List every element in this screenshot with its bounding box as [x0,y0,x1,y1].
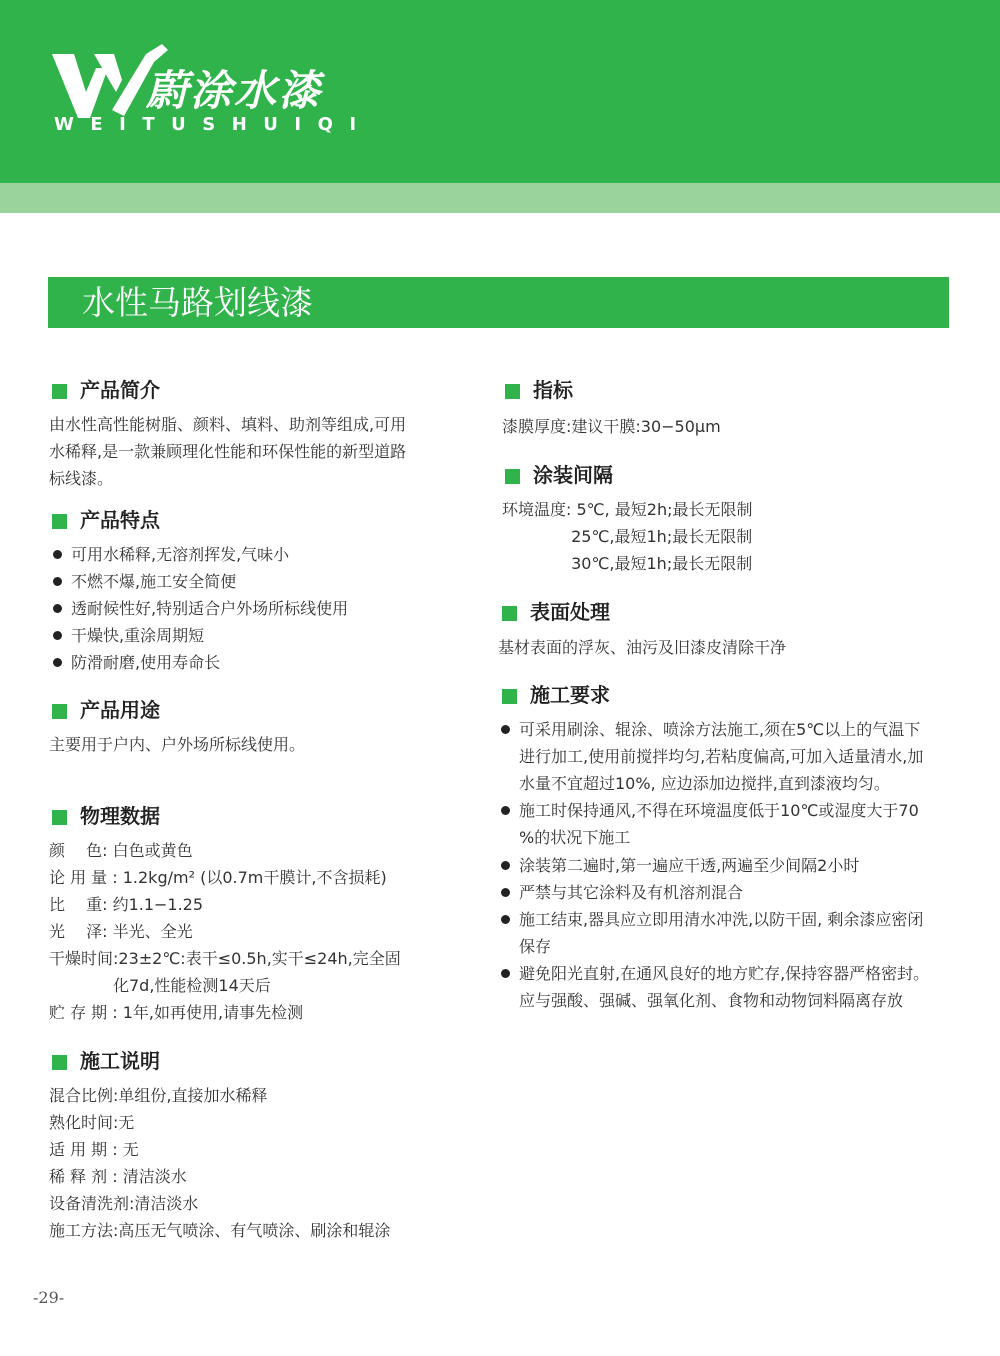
heading-square-icon [52,810,67,825]
intro-line: 由水性高性能树脂、颜料、填料、助剂等组成,可用 [49,415,407,434]
bullet-icon [501,806,510,815]
requirement-line: 施工结束,器具应立即用清水冲洗,以防干固, 剩余漆应密闭 [519,910,924,929]
requirement-line: 施工时保持通风,不得在环境温度低于10℃或湿度大于70 [519,801,919,820]
requirement-line: 可采用刷涂、辊涂、喷涂方法施工,须在5℃以上的气温下 [519,720,921,739]
requirement-line: %的状况下施工 [519,828,631,847]
physical-line: 化7d,性能检测14天后 [49,976,271,995]
bullet-icon [501,969,510,978]
title-bar [48,277,949,328]
feature-item: 透耐候性好,特别适合户外场所标线使用 [71,599,349,618]
physical-line: 贮 存 期 : 1年,如再使用,请事先检测 [49,1003,304,1022]
feature-item: 干燥快,重涂周期短 [71,626,205,645]
heading-square-icon [505,469,520,484]
physical-line: 比 重: 约1.1−1.25 [49,895,204,914]
instruction-line: 混合比例:单组份,直接加水稀释 [49,1086,268,1105]
requirement-line: 涂装第二遍时,第一遍应干透,两遍至少间隔2小时 [519,856,860,875]
brand-name-en: WEITUSHUIQI [54,114,373,135]
heading-square-icon [52,384,67,399]
header-band [0,0,1000,183]
surface-line: 基材表面的浮灰、油污及旧漆皮清除干净 [498,638,787,657]
physical-line: 颜 色: 白色或黄色 [49,841,193,860]
heading-square-icon [502,689,517,704]
intro-line: 标线漆。 [49,469,114,488]
intro-line: 水稀释,是一款兼顾理化性能和环保性能的新型道路 [49,442,407,461]
heading-square-icon [502,606,517,621]
indicator-line: 漆膜厚度:建议干膜:30−50μm [502,417,721,436]
instruction-line: 施工方法:高压无气喷涂、有气喷涂、刷涂和辊涂 [49,1221,391,1240]
instruction-line: 适 用 期 : 无 [49,1140,139,1159]
feature-item: 不燃不爆,施工安全简便 [71,572,237,591]
bullet-icon [53,550,62,559]
requirement-line: 严禁与其它涂料及有机溶剂混合 [519,883,744,902]
interval-line: 环境温度: 5℃, 最短2h;最长无限制 [502,500,753,519]
heading-square-icon [52,514,67,529]
instruction-line: 熟化时间:无 [49,1113,135,1132]
requirement-line: 水量不宜超过10%, 应边添加边搅拌,直到漆液均匀。 [519,774,890,793]
physical-line: 干燥时间:23±2℃:表干≤0.5h,实干≤24h,完全固 [49,949,401,968]
heading-square-icon [52,704,67,719]
usage-line: 主要用于户内、户外场所标线使用。 [49,735,306,754]
bullet-icon [501,725,510,734]
feature-item: 防滑耐磨,使用寿命长 [71,653,221,672]
bullet-icon [53,631,62,640]
heading-square-icon [52,1055,67,1070]
requirement-line: 保存 [519,937,552,956]
requirement-line: 避免阳光直射,在通风良好的地方贮存,保持容器严格密封。 [519,964,930,983]
bullet-icon [501,861,510,870]
brand-name-cn: 蔚涂水漆 [146,66,323,115]
page-title: 水性马路划线漆 [82,283,313,322]
interval-line: 30℃,最短1h;最长无限制 [502,554,753,573]
requirement-line: 应与强酸、强碱、强氧化剂、食物和动物饲料隔离存放 [519,991,904,1010]
bullet-icon [501,915,510,924]
bullet-icon [53,658,62,667]
feature-item: 可用水稀释,无溶剂挥发,气味小 [71,545,290,564]
bullet-icon [501,888,510,897]
physical-line: 论 用 量 : 1.2kg/m² (以0.7m干膜计,不含损耗) [49,868,387,887]
header-strip [0,183,1000,213]
interval-line: 25℃,最短1h;最长无限制 [502,527,753,546]
requirement-line: 进行加工,使用前搅拌均匀,若粘度偏高,可加入适量清水,加 [519,747,924,766]
heading-square-icon [505,384,520,399]
bullet-icon [53,577,62,586]
physical-line: 光 泽: 半光、全光 [49,922,193,941]
bullet-icon [53,604,62,613]
page-number: -29- [33,1288,65,1307]
instruction-line: 设备清洗剂:清洁淡水 [49,1194,199,1213]
instruction-line: 稀 释 剂 : 清洁淡水 [49,1167,187,1186]
